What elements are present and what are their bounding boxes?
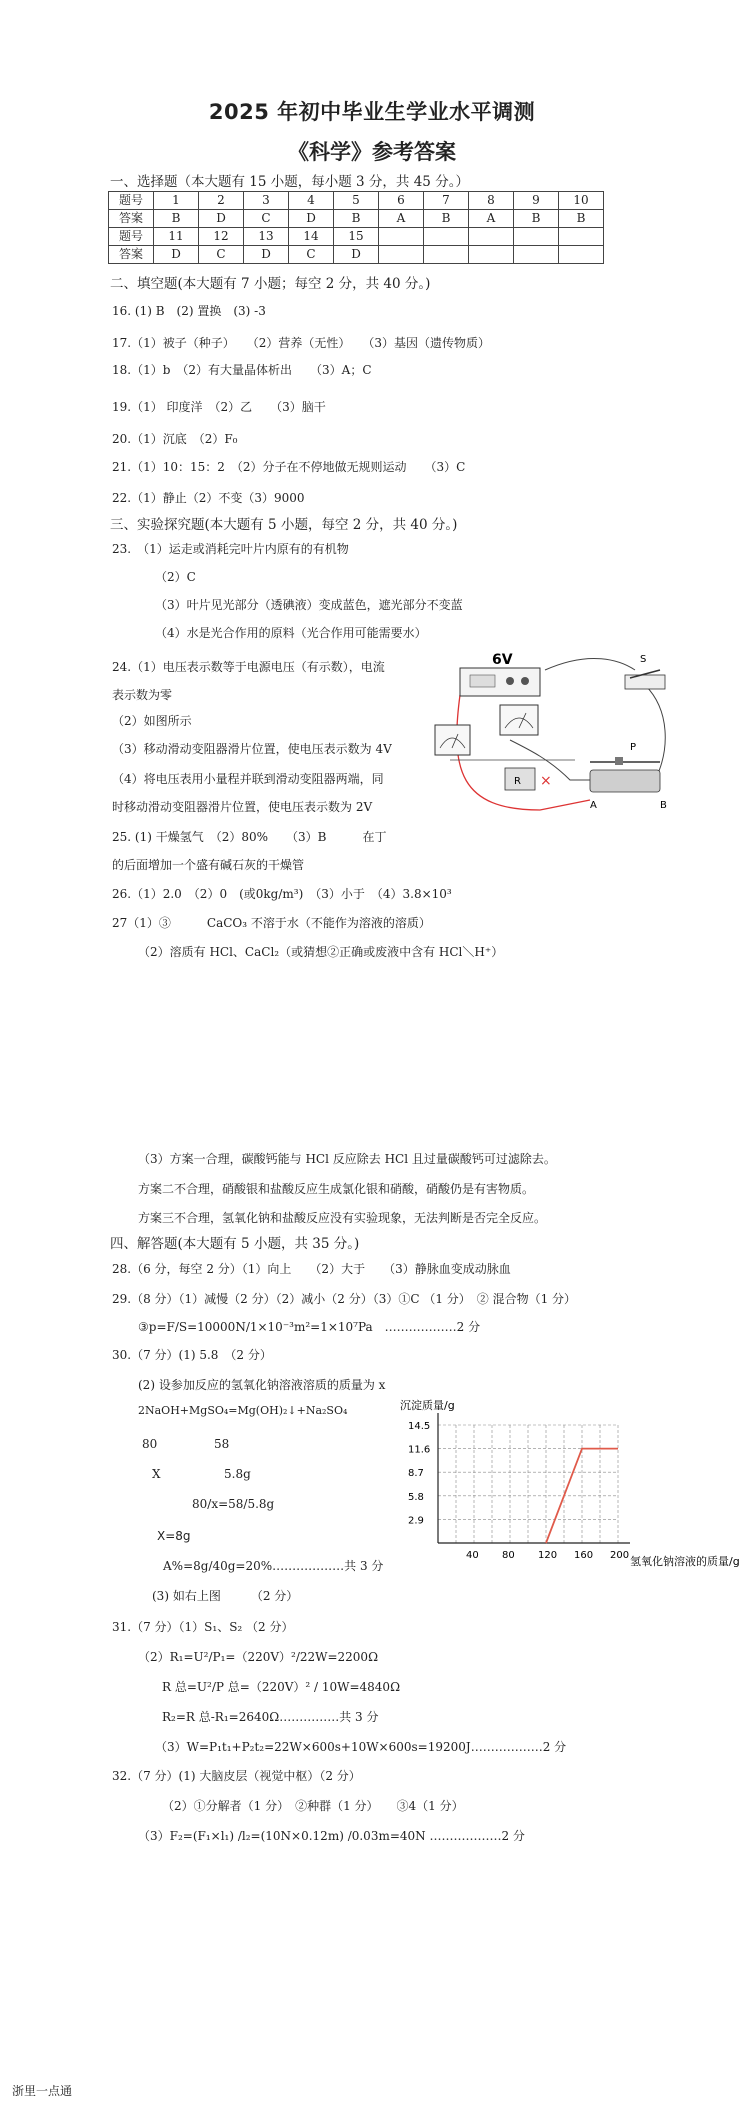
table-cell: B: [154, 210, 199, 228]
circuit-diagram: [430, 650, 680, 820]
x-tick-label: 160: [574, 1550, 594, 1561]
answer-17: 17.（1）被子（种子） （2）营养（无性） （3）基因（遗传物质）: [112, 336, 490, 350]
table-cell: 10: [559, 192, 604, 210]
eq-value-x: X: [152, 1467, 161, 1481]
table-cell: A: [379, 210, 424, 228]
table-cell: 1: [154, 192, 199, 210]
table-cell: [379, 228, 424, 246]
answer-31-5: （3）W=P₁t₁+P₂t₂=22W×600s+10W×600s=19200J………………2 分: [155, 1740, 567, 1754]
footer-watermark: 浙里一点通: [12, 2084, 73, 2098]
table-row: [109, 210, 604, 228]
table-cell: 2: [199, 192, 244, 210]
table-cell: D: [154, 246, 199, 264]
terminal-a-label: A: [590, 800, 597, 811]
answer-32-2: （2）①分解者（1 分） ②种群（1 分） ③4（1 分）: [162, 1799, 464, 1813]
section-2-heading: 二、填空题(本大题有 7 小题；每空 2 分，共 40 分。): [110, 276, 431, 292]
table-cell-label: 题号: [109, 228, 154, 246]
y-tick-label: 11.6: [408, 1444, 431, 1456]
answer-30-2: (2) 设参加反应的氢氧化钠溶液溶质的质量为 x: [138, 1378, 386, 1392]
answer-24-4b: 时移动滑动变阻器滑片位置，使电压表示数为 2V: [112, 800, 373, 814]
answer-31-2: （2）R₁=U²/P₁=（220V）²/22W=2200Ω: [138, 1650, 379, 1664]
section-3-heading: 三、实验探究题(本大题有 5 小题，每空 2 分，共 40 分。): [110, 517, 458, 533]
terminal-b-label: B: [660, 800, 667, 811]
eq-ratio: 80/x=58/5.8g: [192, 1497, 275, 1511]
section-1-heading: 一、选择题（本大题有 15 小题，每小题 3 分，共 45 分。）: [110, 174, 469, 190]
answer-24-1: 24.（1）电压表示数等于电源电压（有示数），电流: [112, 660, 385, 674]
power-voltage-label: 6V: [492, 652, 513, 668]
table-cell: D: [244, 246, 289, 264]
answer-24-4: （4）将电压表用小量程并联到滑动变阻器两端，同: [112, 772, 384, 786]
table-cell: 11: [154, 228, 199, 246]
answer-29: 29.（8 分）（1）减慢（2 分）（2）减小（2 分）（3）①C （1 分） ② 混合物（1 分）: [112, 1292, 577, 1306]
y-tick-label: 14.5: [408, 1421, 431, 1432]
table-cell: B: [424, 210, 469, 228]
table-cell: B: [334, 210, 379, 228]
table-cell: A: [469, 210, 514, 228]
table-cell: 3: [244, 192, 289, 210]
section-4-heading: 四、解答题(本大题有 5 小题，共 35 分。): [110, 1236, 360, 1252]
page-subtitle: 《科学》参考答案: [288, 140, 456, 164]
answer-23-1: 23. （1）运走或消耗完叶片内原有的有机物: [112, 542, 349, 556]
y-tick-label: 8.7: [408, 1468, 424, 1480]
answer-28: 28.（6 分，每空 2 分）（1）向上 （2）大于 （3）静脉血变成动脉血: [112, 1262, 511, 1276]
eq-value-58: 58: [214, 1437, 230, 1451]
answer-25b: 的后面增加一个盛有碱石灰的干燥管: [112, 858, 305, 872]
answer-24-1b: 表示数为零: [112, 688, 173, 702]
answer-23-4: （4）水是光合作用的原料（光合作用可能需要水）: [155, 626, 427, 640]
table-cell: 9: [514, 192, 559, 210]
table-cell: [514, 228, 559, 246]
answer-24-2: （2）如图所示: [112, 714, 192, 728]
chart-xlabel: 氢氧化钠溶液的质量/g: [630, 1555, 740, 1568]
answer-32-3: （3）F₂=(F₁×l₁) /l₂=(10N×0.12m) /0.03m=40N ………………2 分: [138, 1829, 525, 1843]
table-cell: C: [244, 210, 289, 228]
precipitate-chart: [390, 1395, 740, 1595]
x-tick-label: 80: [502, 1550, 515, 1561]
table-cell: [469, 228, 514, 246]
x-tick-label: 200: [610, 1550, 630, 1561]
table-cell-label: 题号: [109, 192, 154, 210]
table-cell: 8: [469, 192, 514, 210]
table-cell: [469, 246, 514, 264]
table-cell: 14: [289, 228, 334, 246]
answer-22: 22.（1）静止（2）不变（3）9000: [112, 491, 305, 505]
answer-20: 20.（1）沉底 （2）F₀: [112, 432, 238, 446]
rheostat-icon: [590, 770, 660, 792]
table-cell: C: [289, 246, 334, 264]
table-cell: B: [559, 210, 604, 228]
equation: 2NaOH+MgSO₄=Mg(OH)₂↓+Na₂SO₄: [138, 1404, 348, 1417]
answer-30: 30.（7 分）(1) 5.8 （2 分）: [112, 1348, 272, 1362]
eq-result: X=8g: [157, 1529, 191, 1543]
y-tick-label: 5.8: [408, 1491, 424, 1503]
table-cell: C: [199, 246, 244, 264]
table-row: [109, 246, 604, 264]
answer-31: 31.（7 分）（1）S₁、S₂ （2 分）: [112, 1620, 294, 1634]
answer-27-4: 方案二不合理，硝酸银和盐酸反应生成氯化银和硝酸，硝酸仍是有害物质。: [138, 1182, 535, 1196]
answer-table: [108, 191, 604, 264]
page-title: 2025 年初中毕业生学业水平调测: [208, 100, 536, 124]
table-cell: [559, 228, 604, 246]
cross-mark-icon: ×: [540, 773, 552, 789]
table-row: [109, 192, 604, 210]
answer-26: 26.（1）2.0 （2）0 (或0kg/m³) （3）小于 （4）3.8×10³: [112, 887, 452, 901]
answer-27-1: 27（1）③ CaCO₃ 不溶于水（不能作为溶液的溶质）: [112, 916, 431, 930]
eq-value-80: 80: [142, 1437, 158, 1451]
table-cell: [424, 228, 469, 246]
answer-30-3: (3) 如右上图 （2 分）: [152, 1589, 299, 1603]
x-tick-label: 120: [538, 1550, 558, 1561]
resistor-label: R: [514, 776, 521, 787]
table-cell-label: 答案: [109, 246, 154, 264]
table-cell: 7: [424, 192, 469, 210]
answer-18: 18.（1）b （2）有大量晶体析出 （3）A；C: [112, 363, 372, 377]
table-cell: [424, 246, 469, 264]
table-cell: 4: [289, 192, 334, 210]
table-cell: 6: [379, 192, 424, 210]
answer-27-2: （2）溶质有 HCl、CaCl₂（或猜想②正确或废液中含有 HCl＼H⁺）: [138, 945, 504, 959]
eq-percent: A%=8g/40g=20%………………共 3 分: [163, 1559, 384, 1573]
voltmeter-icon: [500, 705, 538, 735]
table-cell: 12: [199, 228, 244, 246]
y-tick-label: 2.9: [408, 1515, 424, 1527]
chart-ylabel: 沉淀质量/g: [400, 1399, 455, 1412]
switch-label: S: [640, 654, 647, 665]
eq-value-58g: 5.8g: [224, 1467, 251, 1481]
table-cell: D: [334, 246, 379, 264]
answer-21: 21.（1）10：15：2 （2）分子在不停地做无规则运动 （3）C: [112, 460, 466, 474]
table-cell: 13: [244, 228, 289, 246]
answer-16: 16. (1) B (2) 置换 (3) -3: [112, 304, 266, 318]
answer-23-3: （3）叶片见光部分（透碘液）变成蓝色，遮光部分不变蓝: [155, 598, 463, 612]
slider-p-label: P: [630, 742, 637, 753]
answer-29b: ③p=F/S=10000N/1×10⁻³m²=1×10⁷Pa ………………2 分: [138, 1320, 481, 1334]
table-cell-label: 答案: [109, 210, 154, 228]
answer-32: 32.（7 分）(1) 大脑皮层（视觉中枢）（2 分）: [112, 1769, 361, 1783]
answer-24-3: （3）移动滑动变阻器滑片位置，使电压表示数为 4V: [112, 742, 392, 756]
table-row: [109, 228, 604, 246]
ammeter-icon: [435, 725, 470, 755]
table-cell: [514, 246, 559, 264]
answer-25: 25. (1) 干燥氢气 （2）80% （3）B 在丁: [112, 830, 387, 844]
table-cell: 5: [334, 192, 379, 210]
answer-23-2: （2）C: [155, 570, 196, 584]
table-cell: D: [289, 210, 334, 228]
table-cell: [379, 246, 424, 264]
answer-27-5: 方案三不合理，氢氧化钠和盐酸反应没有实验现象，无法判断是否完全反应。: [138, 1211, 547, 1225]
answer-27-3: （3）方案一合理，碳酸钙能与 HCl 反应除去 HCl 且过量碳酸钙可过滤除去。: [138, 1152, 556, 1166]
answer-19: 19.（1） 印度洋 （2）乙 （3）脑干: [112, 400, 326, 414]
answer-31-3: R 总=U²/P 总=（220V）² / 10W=4840Ω: [162, 1680, 401, 1694]
x-tick-label: 40: [466, 1550, 479, 1561]
answer-31-4: R₂=R 总-R₁=2640Ω……………共 3 分: [162, 1710, 379, 1724]
table-cell: 15: [334, 228, 379, 246]
table-cell: B: [514, 210, 559, 228]
table-cell: D: [199, 210, 244, 228]
table-cell: [559, 246, 604, 264]
